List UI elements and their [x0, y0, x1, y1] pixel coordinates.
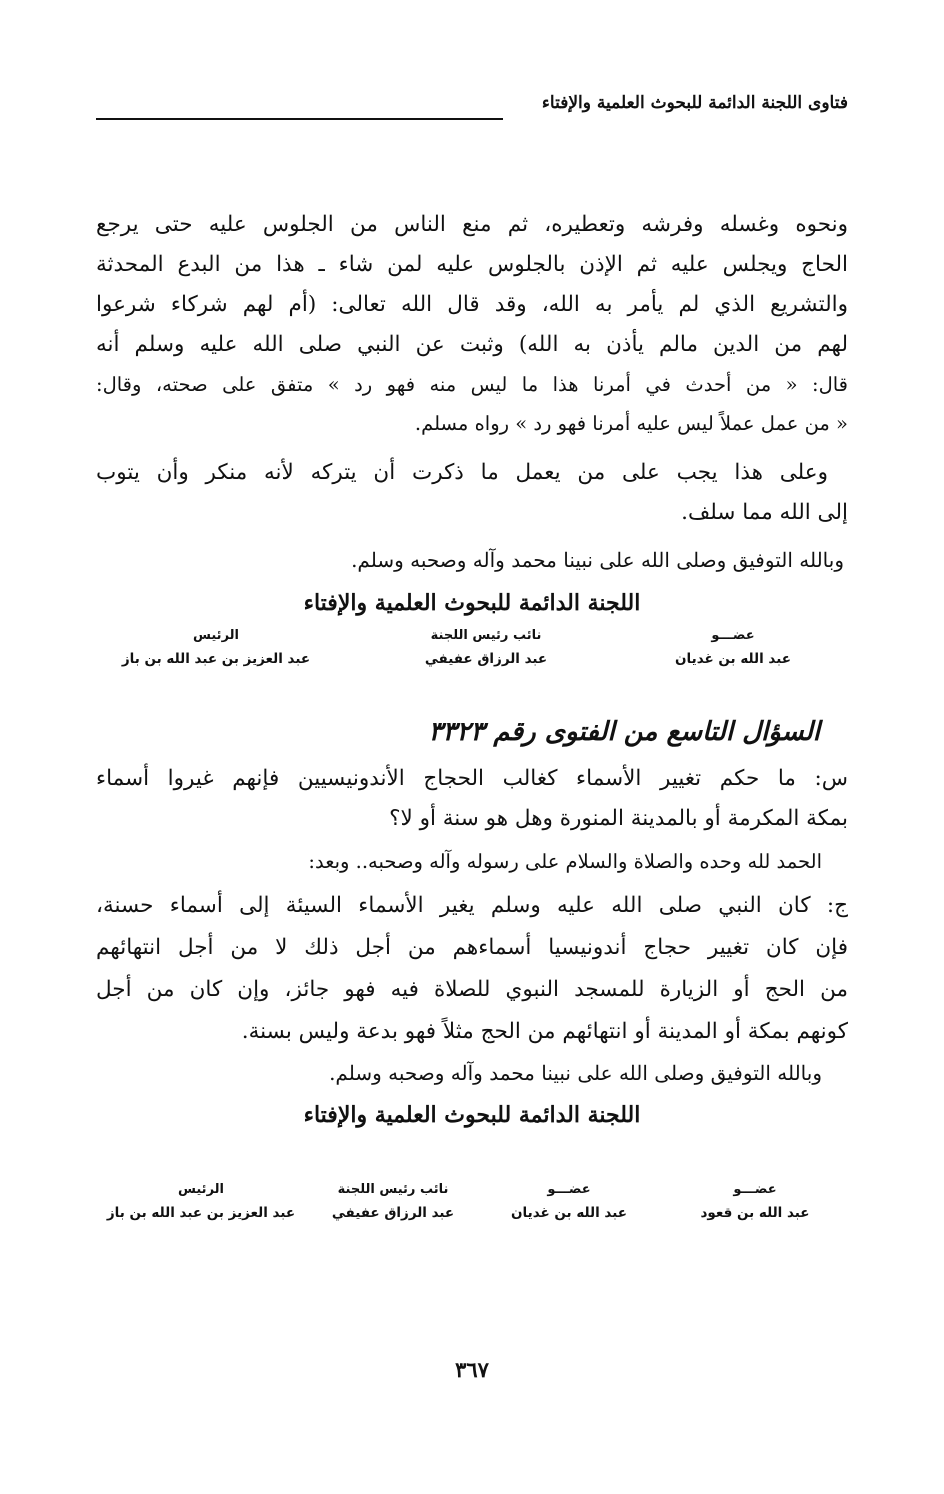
closing-line: وبالله التوفيق وصلى الله على نبينا محمد وآله وصحبه وسلم. — [329, 1061, 822, 1085]
answer-1-line: الحاج ويجلس عليه ثم الإذن بالجلوس عليه لمن شاء ـ هذا من البدع المحدثة — [96, 252, 848, 277]
signature-name: عبد الله بن غديان — [511, 1205, 627, 1221]
committee-name-1: اللجنة الدائمة للبحوث العلمية والإفتاء — [303, 590, 641, 616]
conclusion-line: إلى الله مما سلف. — [681, 500, 848, 525]
answer-1-line: « من عمل عملاً ليس عليه أمرنا فهو رد » رواه مسلم. — [414, 412, 848, 435]
header-rule — [96, 118, 503, 120]
closing-line: وبالله التوفيق وصلى الله على نبينا محمد وآله وصحبه وسلم. — [351, 548, 844, 572]
signature-vice-chairman — [318, 1182, 468, 1221]
question-2-text — [96, 768, 848, 848]
answer-1-closing — [96, 550, 848, 580]
answer-2-line: كونهم بمكة أو المدينة أو انتهائهم من الحج مثلاً فهو بدعة وليس بسنة. — [241, 1019, 848, 1044]
committee-name-2: اللجنة الدائمة للبحوث العلمية والإفتاء — [303, 1102, 641, 1128]
question-line: س: ما حكم تغيير الأسماء كغالب الحجاج الأندونيسيين فإنهم غيروا أسماء — [96, 766, 848, 791]
signature-role: الرئيس — [178, 1182, 224, 1197]
signature-name: عبد الله بن غديان — [675, 651, 791, 667]
running-header — [96, 93, 848, 127]
answer-1-line: قال: « من أحدث في أمرنا هذا ما ليس منه فهو رد » متفق على صحته، وقال: — [96, 373, 848, 396]
praise-line: الحمد لله وحده والصلاة والسلام على رسوله وآله وصحبه.. وبعد: — [308, 850, 822, 873]
answer-2-line: من الحج أو الزيارة للمسجد النبوي للصلاة فيه فهو جائز، وإن كان من أجل — [96, 977, 848, 1002]
header-title: فتاوى اللجنة الدائمة للبحوث العلمية والإفتاء — [541, 93, 848, 113]
answer-1-body — [96, 214, 848, 454]
answer-2-line: ج: كان النبي صلى الله عليه وسلم يغير الأسماء السيئة إلى أسماء حسنة، — [96, 893, 848, 918]
answer-1-line: ونحوه وغسله وفرشه وتعطيره، ثم منع الناس من الجلوس عليه حتى يرجع — [96, 212, 848, 237]
praise-line-block — [96, 852, 848, 882]
signature-name: عبد الرزاق عفيفي — [331, 1205, 455, 1221]
signature-role: الرئيس — [193, 628, 239, 643]
signature-name: عبد العزيز بن عبد الله بن باز — [106, 1205, 296, 1221]
signature-name: عبد الرزاق عفيفي — [424, 651, 548, 667]
signature-role: نائب رئيس اللجنة — [430, 628, 542, 643]
answer-2-closing — [96, 1063, 848, 1093]
signature-vice-chairman — [386, 628, 586, 667]
signatures-2 — [96, 1182, 848, 1242]
question-line: بمكة المكرمة أو بالمدينة المنورة وهل هو سنة أو لا؟ — [389, 806, 848, 831]
signature-member — [504, 1182, 634, 1221]
answer-1-line: لهم من الدين مالم يأذن به الله) وثبت عن النبي صلى الله عليه وسلم أنه — [96, 332, 848, 357]
answer-2-line: فإن كان تغيير حجاج أندونيسيا أسماءهم من أجل ذلك لا من أجل انتهائهم — [96, 935, 848, 960]
signature-role: عضـــو — [733, 1182, 777, 1197]
answer-2-body — [96, 895, 848, 1055]
signature-member — [690, 1182, 820, 1221]
signature-member — [628, 628, 838, 667]
signatures-1 — [96, 628, 848, 688]
signature-role: عضـــو — [547, 1182, 591, 1197]
signature-role: عضـــو — [711, 628, 755, 643]
answer-1-line: والتشريع الذي لم يأمر به الله، وقد قال الله تعالى: (أم لهم شركاء شرعوا — [96, 292, 848, 317]
page-number: ٣٦٧ — [455, 1357, 489, 1382]
answer-1-conclusion — [96, 462, 848, 542]
signature-name: عبد العزيز بن عبد الله بن باز — [121, 651, 311, 667]
question-title: السؤال التاسع من الفتوى رقم ٣٣٢٣ — [428, 717, 820, 747]
conclusion-line: وعلى هذا يجب على من يعمل ما ذكرت أن يتركه لأنه منكر وأن يتوب — [96, 460, 828, 485]
signature-chairman — [96, 1182, 306, 1221]
signature-role: نائب رئيس اللجنة — [337, 1182, 449, 1197]
signature-name: عبد الله بن قعود — [700, 1205, 810, 1221]
signature-chairman — [96, 628, 336, 667]
